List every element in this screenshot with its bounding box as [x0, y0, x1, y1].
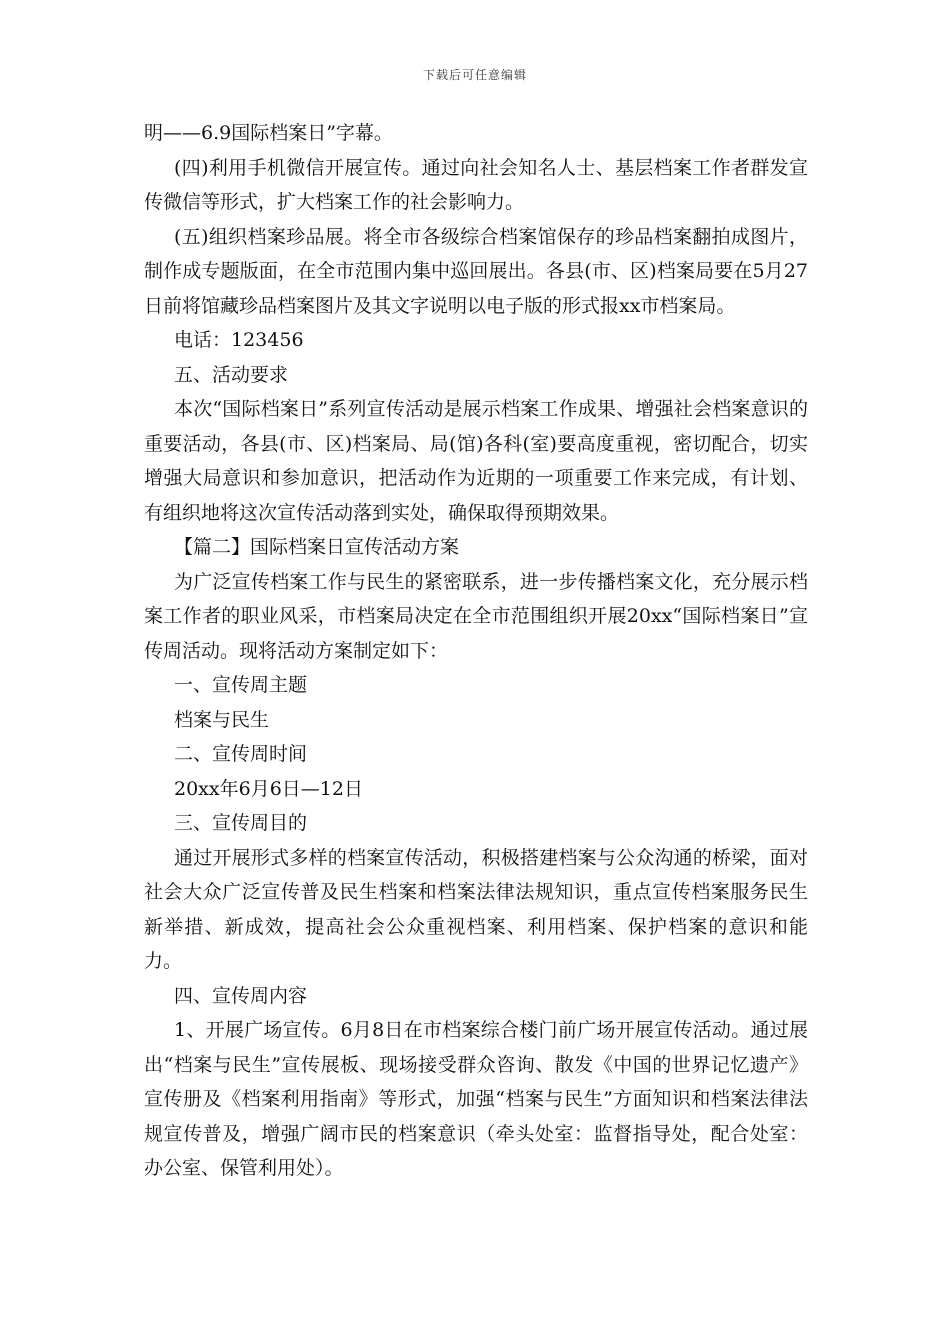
paragraph-intro: 为广泛宣传档案工作与民生的紧密联系，进一步传播档案文化，充分展示档案工作者的职业风采，市档案局决定在全市范围组织开展20xx“国际档案日”宣传周活动。现将活动方案制定如下：	[144, 570, 808, 662]
heading-part-two: 【篇二】国际档案日宣传活动方案	[174, 536, 460, 558]
paragraph-wechat-publicity: (四)利用手机微信开展宣传。通过向社会知名人士、基层档案工作者群发宣传微信等形式，扩大档案工作的社会影响力。	[144, 156, 808, 213]
document-body	[144, 116, 808, 1186]
heading-purpose: 三、宣传周目的	[174, 812, 308, 834]
paragraph-square-publicity: 1、开展广场宣传。6月8日在市档案综合楼门前广场开展宣传活动。通过展出“档案与民生”宣传展板、现场接受群众咨询、散发《中国的世界记忆遗产》宣传册及《档案利用指南》等形式，加强“档案与民生”方面知识和档案法律法规宣传普及，增强广阔市民的档案意识（牵头处室：监督指导处，配合处室：办公室、保管利用处）。	[144, 1019, 808, 1179]
header-note: 下载后可任意编辑	[422, 68, 527, 82]
paragraph-treasure-exhibition: (五)组织档案珍品展。将全市各级综合档案馆保存的珍品档案翻拍成图片，制作成专题版面，在全市范围内集中巡回展出。各县(市、区)档案局要在5月27日前将馆藏珍品档案图片及其文字说明以电子版的形式报xx市档案局。	[144, 225, 808, 317]
heading-activity-requirements: 五、活动要求	[174, 363, 289, 386]
heading-theme: 一、宣传周主题	[174, 674, 308, 696]
paragraph-purpose: 通过开展形式多样的档案宣传活动，积极搭建档案与公众沟通的桥梁，面对社会大众广泛宣传普及民生档案和档案法律法规知识，重点宣传档案服务民生新举措、新成效，提高社会公众重视档案、利用档案、保护档案的意识和能力。	[144, 846, 808, 972]
paragraph-phone: 电话：123456	[174, 329, 304, 351]
paragraph-theme: 档案与民生	[174, 708, 270, 731]
heading-time: 二、宣传周时间	[174, 743, 308, 765]
paragraph-continuation: 明——6.9国际档案日”字幕。	[144, 122, 393, 144]
paragraph-requirements: 本次“国际档案日”系列宣传活动是展示档案工作成果、增强社会档案意识的重要活动，各县(市、区)档案局、局(馆)各科(室)要高度重视，密切配合，切实增强大局意识和参加意识，把活动作为近期的一项重要工作来完成，有计划、有组织地将这次宣传活动落到实处，确保取得预期效果。	[144, 398, 808, 524]
heading-content: 四、宣传周内容	[174, 984, 308, 1007]
paragraph-time: 20xx年6月6日—12日	[174, 777, 363, 800]
